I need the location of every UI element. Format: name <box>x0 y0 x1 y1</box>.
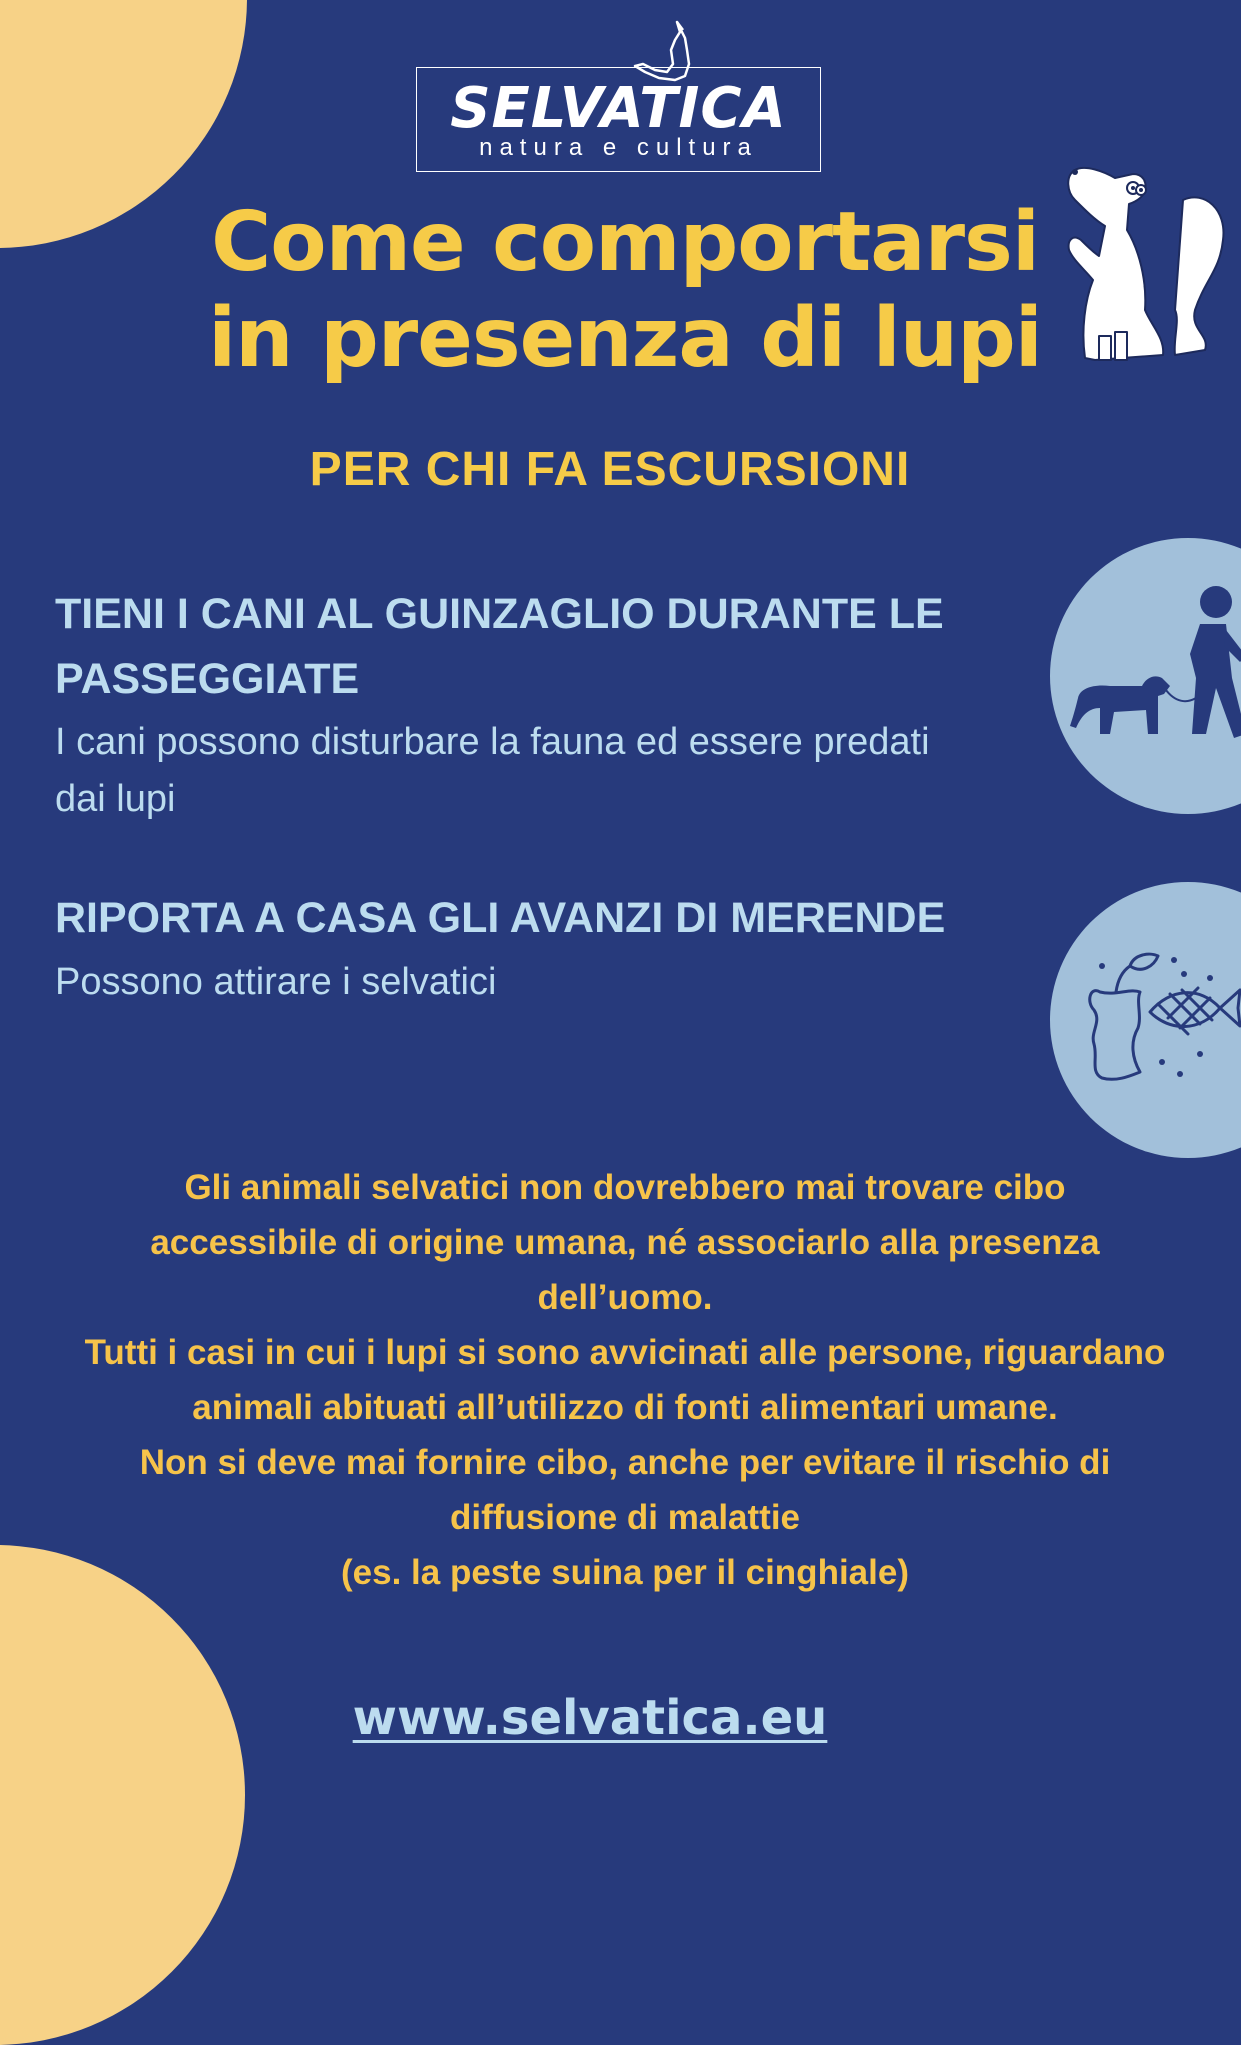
food-leftovers-icon <box>1050 882 1241 1158</box>
info-line: (es. la peste suina per il cinghiale) <box>341 1553 909 1592</box>
info-line: animali abituati all’utilizzo di fonti alimentari umane. <box>192 1388 1058 1427</box>
icon-circle-leash <box>1050 538 1241 814</box>
info-line: Non si deve mai fornire cibo, anche per evitare il rischio di <box>139 1443 1111 1482</box>
icon-circle-leftovers <box>1050 882 1241 1158</box>
tip-heading-leftovers: RIPORTA A CASA GLI AVANZI DI MERENDE <box>55 894 946 942</box>
info-line: dell’uomo. <box>537 1278 713 1317</box>
tip-heading-line: TIENI I CANI AL GUINZAGLIO DURANTE LE <box>55 590 944 638</box>
website-link[interactable]: www.selvatica.eu <box>352 1690 828 1746</box>
page-title <box>160 195 1090 387</box>
logo-tagline: natura e cultura <box>479 134 758 161</box>
person-walking-dog-icon <box>1050 538 1241 814</box>
logo-name: SELVATICA <box>450 76 787 141</box>
tip-body-line: dai lupi <box>55 778 176 820</box>
tip-heading-leash <box>55 582 1015 712</box>
title-line-1: Come comportarsi <box>211 195 1039 290</box>
title-line-2: in presenza di lupi <box>208 291 1042 386</box>
selvatica-logo <box>416 67 821 172</box>
section-subtitle: PER CHI FA ESCURSIONI <box>309 443 911 496</box>
tip-body-leftovers: Possono attirare i selvatici <box>55 961 497 1003</box>
info-paragraph <box>10 1160 1240 1600</box>
tip-heading-line: PASSEGGIATE <box>55 655 360 703</box>
info-line: Gli animali selvatici non dovrebbero mai trovare cibo <box>184 1168 1066 1207</box>
tip-body-line: I cani possono disturbare la fauna ed essere predati <box>55 721 930 763</box>
info-line: accessibile di origine umana, né associarlo alla presenza <box>150 1223 1100 1262</box>
info-line: diffusione di malattie <box>449 1498 801 1537</box>
info-line: Tutti i casi in cui i lupi si sono avvicinati alle persone, riguardano <box>84 1333 1166 1372</box>
decorative-circle-bottom <box>0 1545 245 2045</box>
sitting-wolf-illustration-icon <box>1055 160 1235 380</box>
tip-body-leash <box>55 714 1065 828</box>
